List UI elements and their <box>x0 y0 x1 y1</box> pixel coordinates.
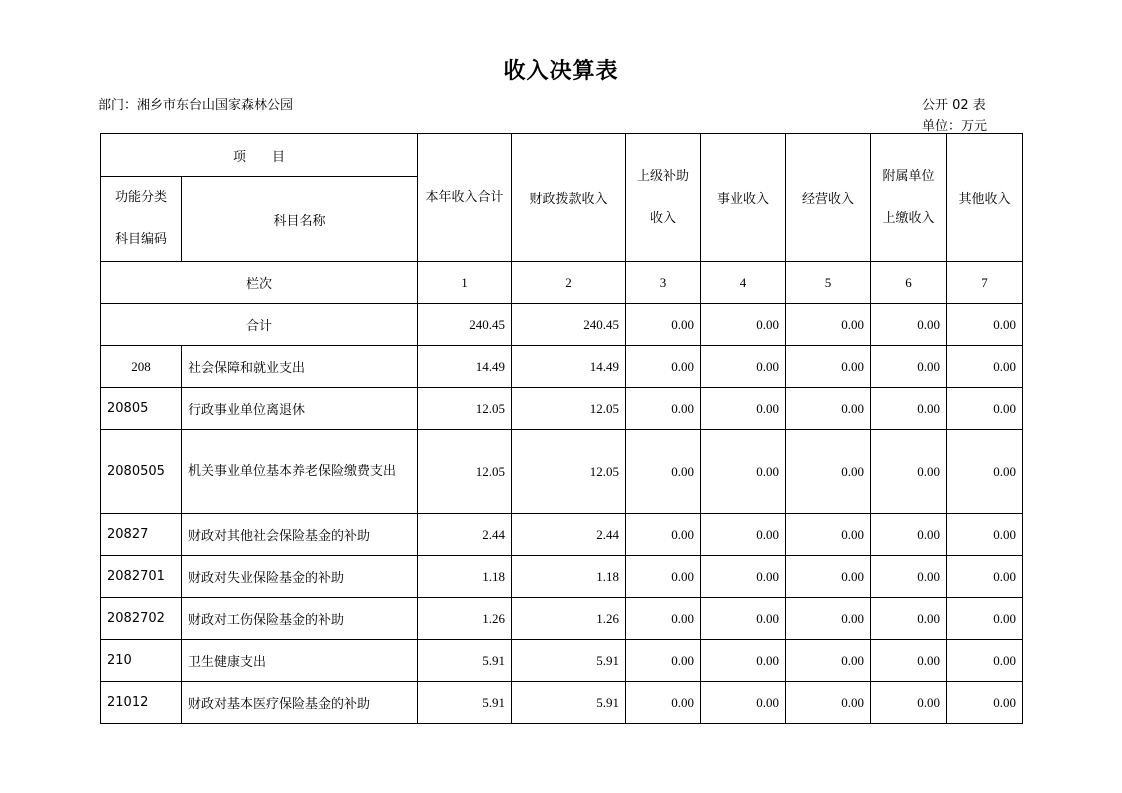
row-name: 财政对基本医疗保险基金的补助 <box>182 682 418 724</box>
row-cell: 0.00 <box>871 556 947 598</box>
row-cell: 0.00 <box>786 556 871 598</box>
row-cell: 0.00 <box>947 556 1023 598</box>
row-cell: 0.00 <box>701 514 786 556</box>
table-row <box>101 346 1023 388</box>
row-cell: 0.00 <box>947 640 1023 682</box>
row-cell: 0.00 <box>701 388 786 430</box>
row-cell: 0.00 <box>871 346 947 388</box>
column-index: 6 <box>871 262 947 304</box>
table-row <box>101 682 1023 724</box>
header-other: 其他收入 <box>947 134 1023 262</box>
row-cell: 5.91 <box>418 682 512 724</box>
header-affiliated: 附属单位上缴收入 <box>871 134 947 262</box>
row-name: 财政对工伤保险基金的补助 <box>182 598 418 640</box>
table-row <box>101 556 1023 598</box>
unit-label: 单位：万元 <box>922 119 988 134</box>
row-cell: 0.00 <box>701 346 786 388</box>
row-name: 社会保障和就业支出 <box>182 346 418 388</box>
row-cell: 0.00 <box>626 556 701 598</box>
department-label: 部门：湘乡市东台山国家森林公园 <box>98 98 294 113</box>
row-cell: 0.00 <box>947 682 1023 724</box>
header-item: 项 目 <box>101 134 418 177</box>
column-index: 3 <box>626 262 701 304</box>
row-cell: 12.05 <box>418 430 512 514</box>
row-cell: 0.00 <box>947 514 1023 556</box>
row-cell: 0.00 <box>871 682 947 724</box>
row-name: 财政对失业保险基金的补助 <box>182 556 418 598</box>
header-operating: 经营收入 <box>786 134 871 262</box>
row-code: 20827 <box>101 514 182 556</box>
row-name: 机关事业单位基本养老保险缴费支出 <box>182 430 418 514</box>
header-fiscal: 财政拨款收入 <box>512 134 626 262</box>
row-name: 卫生健康支出 <box>182 640 418 682</box>
row-cell: 0.00 <box>871 640 947 682</box>
column-index: 1 <box>418 262 512 304</box>
row-cell: 0.00 <box>701 598 786 640</box>
row-cell: 0.00 <box>701 430 786 514</box>
row-cell: 0.00 <box>786 598 871 640</box>
row-cell: 1.18 <box>418 556 512 598</box>
row-cell: 5.91 <box>512 640 626 682</box>
row-cell: 0.00 <box>947 388 1023 430</box>
row-cell: 0.00 <box>701 640 786 682</box>
page-title: 收入决算表 <box>503 59 619 84</box>
row-cell: 0.00 <box>871 598 947 640</box>
column-index: 2 <box>512 262 626 304</box>
row-cell: 0.00 <box>947 346 1023 388</box>
table-row <box>101 388 1023 430</box>
row-cell: 12.05 <box>512 388 626 430</box>
total-cell: 0.00 <box>701 304 786 346</box>
row-cell: 0.00 <box>871 514 947 556</box>
column-index: 5 <box>786 262 871 304</box>
row-cell: 0.00 <box>947 598 1023 640</box>
row-code: 210 <box>101 640 182 682</box>
row-cell: 0.00 <box>786 682 871 724</box>
total-cell: 0.00 <box>947 304 1023 346</box>
total-cell: 240.45 <box>512 304 626 346</box>
total-cell: 0.00 <box>786 304 871 346</box>
header-subject-name: 科目名称 <box>182 177 418 262</box>
row-cell: 0.00 <box>626 346 701 388</box>
table-row <box>101 598 1023 640</box>
row-cell: 0.00 <box>786 640 871 682</box>
row-cell: 0.00 <box>626 640 701 682</box>
row-cell: 0.00 <box>871 388 947 430</box>
total-cell: 0.00 <box>871 304 947 346</box>
row-cell: 0.00 <box>626 388 701 430</box>
row-code: 2082702 <box>101 598 182 640</box>
row-cell: 14.49 <box>512 346 626 388</box>
row-code: 208 <box>101 346 182 388</box>
row-cell: 5.91 <box>418 640 512 682</box>
total-cell: 0.00 <box>626 304 701 346</box>
income-final-accounts-table <box>100 133 1023 724</box>
column-index: 4 <box>701 262 786 304</box>
column-index: 7 <box>947 262 1023 304</box>
header-business: 事业收入 <box>701 134 786 262</box>
row-cell: 0.00 <box>786 388 871 430</box>
row-code: 20805 <box>101 388 182 430</box>
row-cell: 12.05 <box>512 430 626 514</box>
row-cell: 0.00 <box>786 346 871 388</box>
row-name: 行政事业单位离退休 <box>182 388 418 430</box>
row-cell: 5.91 <box>512 682 626 724</box>
row-cell: 0.00 <box>626 430 701 514</box>
row-cell: 0.00 <box>626 514 701 556</box>
header-func-code: 功能分类 科目编码 <box>101 177 182 262</box>
row-cell: 0.00 <box>701 556 786 598</box>
table-row <box>101 514 1023 556</box>
row-code: 21012 <box>101 682 182 724</box>
header-total: 本年收入合计 <box>418 134 512 262</box>
table-row <box>101 640 1023 682</box>
row-name: 财政对其他社会保险基金的补助 <box>182 514 418 556</box>
row-cell: 0.00 <box>626 598 701 640</box>
row-code: 2082701 <box>101 556 182 598</box>
form-number: 公开 02 表 <box>922 98 986 113</box>
row-cell: 0.00 <box>701 682 786 724</box>
row-cell: 14.49 <box>418 346 512 388</box>
column-index-label: 栏次 <box>101 262 418 304</box>
total-label: 合计 <box>101 304 418 346</box>
row-cell: 1.26 <box>512 598 626 640</box>
row-cell: 2.44 <box>512 514 626 556</box>
row-cell: 0.00 <box>786 514 871 556</box>
row-cell: 12.05 <box>418 388 512 430</box>
row-cell: 1.18 <box>512 556 626 598</box>
total-cell: 240.45 <box>418 304 512 346</box>
table-row <box>101 430 1023 514</box>
row-cell: 0.00 <box>871 430 947 514</box>
row-cell: 2.44 <box>418 514 512 556</box>
row-code: 2080505 <box>101 430 182 514</box>
row-cell: 0.00 <box>947 430 1023 514</box>
row-cell: 0.00 <box>786 430 871 514</box>
header-superior: 上级补助收入 <box>626 134 701 262</box>
row-cell: 0.00 <box>626 682 701 724</box>
row-cell: 1.26 <box>418 598 512 640</box>
